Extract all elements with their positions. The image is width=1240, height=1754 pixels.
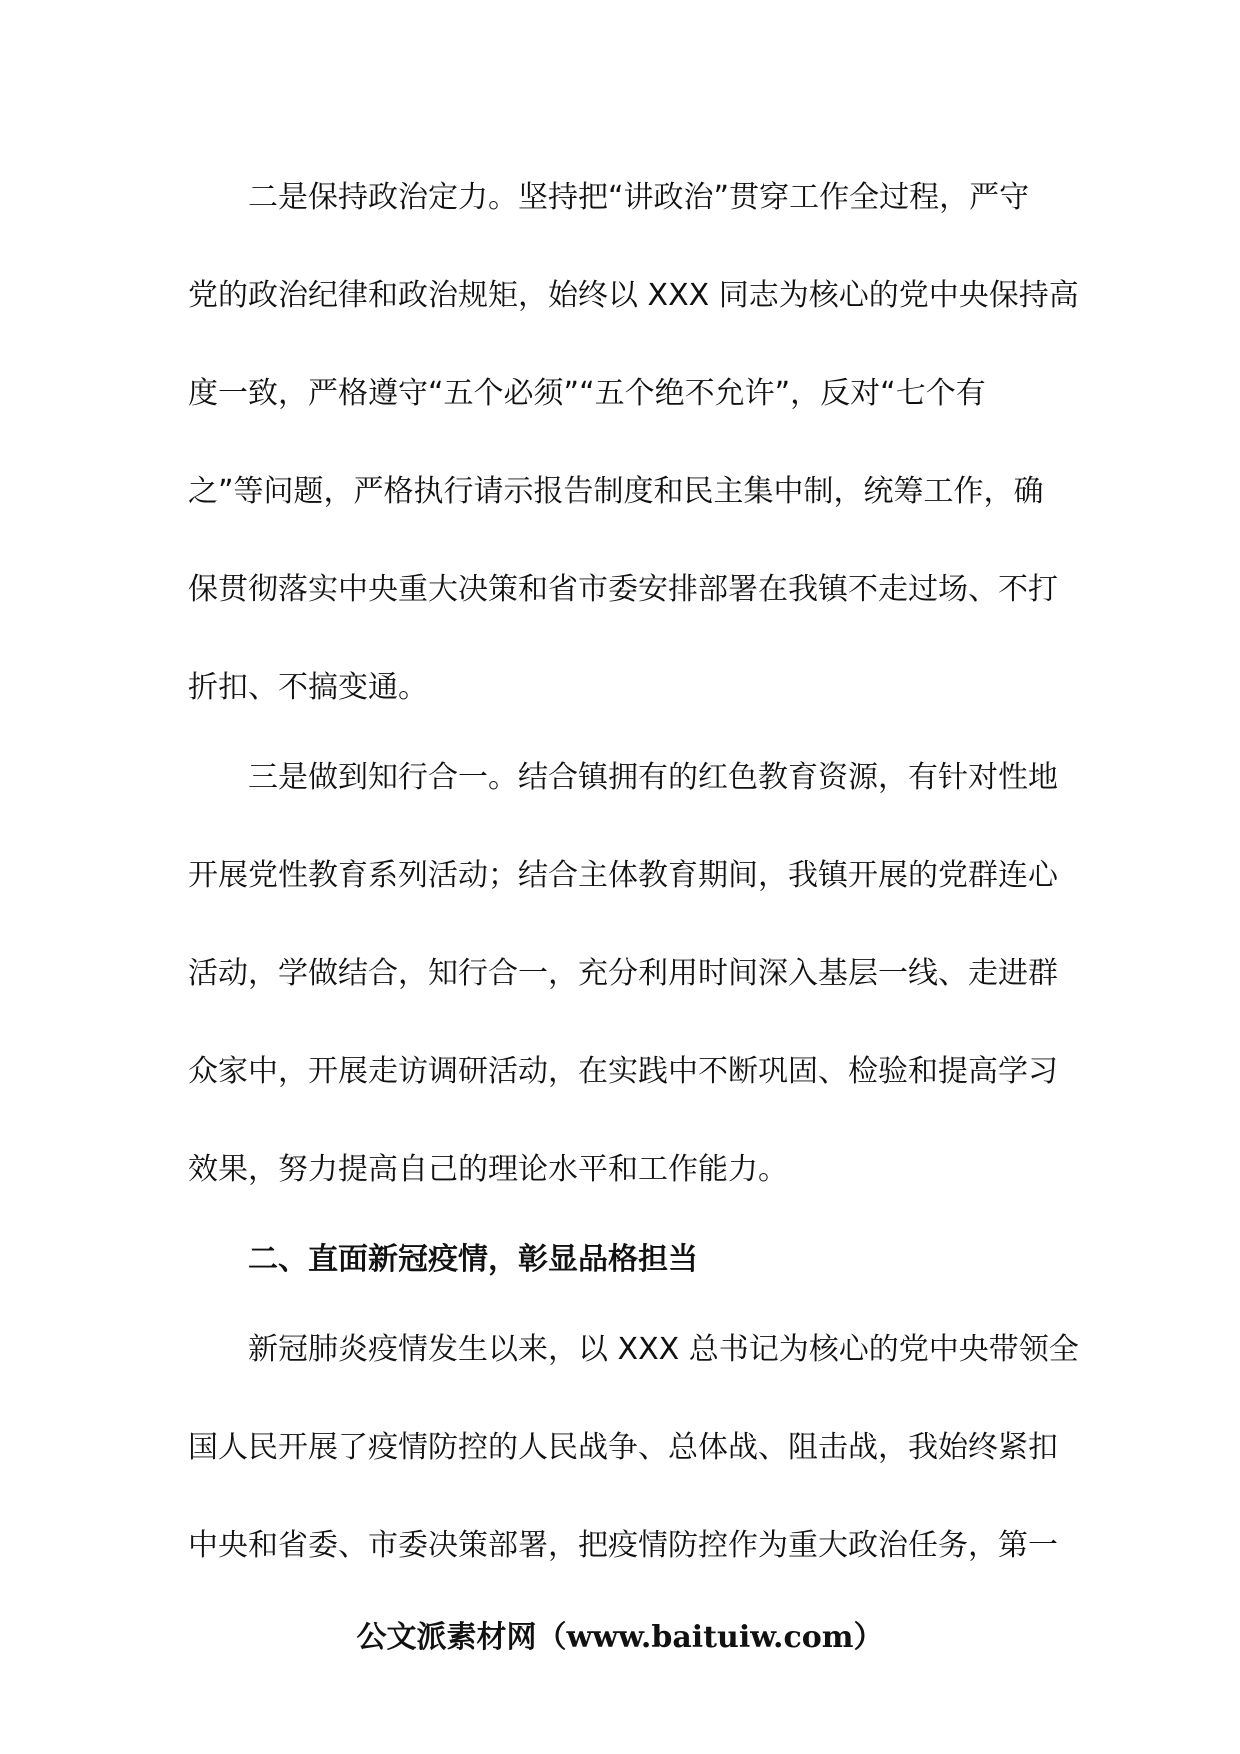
paragraph-line: 之”等问题，严格执行请示报告制度和民主集中制，统筹工作，确	[188, 474, 1044, 509]
paragraph-line: 折扣、不搞变通。	[188, 670, 428, 705]
paragraph-line: 中央和省委、市委决策部署，把疫情防控作为重大政治任务，第一	[188, 1528, 1058, 1563]
footer-source-text: 公文派素材网（www.baituiw.com）	[356, 1620, 884, 1655]
paragraph-line: 效果，努力提高自己的理论水平和工作能力。	[188, 1152, 788, 1187]
paragraph-line: 二是保持政治定力。坚持把“讲政治”贯穿工作全过程，严守	[248, 180, 1030, 215]
paragraph-line: 开展党性教育系列活动；结合主体教育期间，我镇开展的党群连心	[188, 858, 1058, 893]
document-body	[188, 166, 1088, 1612]
section-heading: 二、直面新冠疫情，彰显品格担当	[248, 1242, 698, 1277]
paragraph-line: 国人民开展了疫情防控的人民战争、总体战、阻击战，我始终紧扣	[188, 1430, 1058, 1465]
paragraph-line: 三是做到知行合一。结合镇拥有的红色教育资源，有针对性地	[248, 760, 1058, 795]
paragraph-line: 众家中，开展走访调研活动，在实践中不断巩固、检验和提高学习	[188, 1054, 1058, 1089]
paragraph-line: 活动，学做结合，知行合一，充分利用时间深入基层一线、走进群	[188, 956, 1058, 991]
paragraph-line: 党的政治纪律和政治规矩，始终以 XXX 同志为核心的党中央保持高	[188, 278, 1079, 313]
paragraph-line: 度一致，严格遵守“五个必须”“五个绝不允许”，反对“七个有	[188, 376, 986, 411]
paragraph-line: 新冠肺炎疫情发生以来，以 XXX 总书记为核心的党中央带领全	[248, 1332, 1079, 1367]
paragraph-line: 保贯彻落实中央重大决策和省市委安排部署在我镇不走过场、不打	[188, 572, 1058, 607]
